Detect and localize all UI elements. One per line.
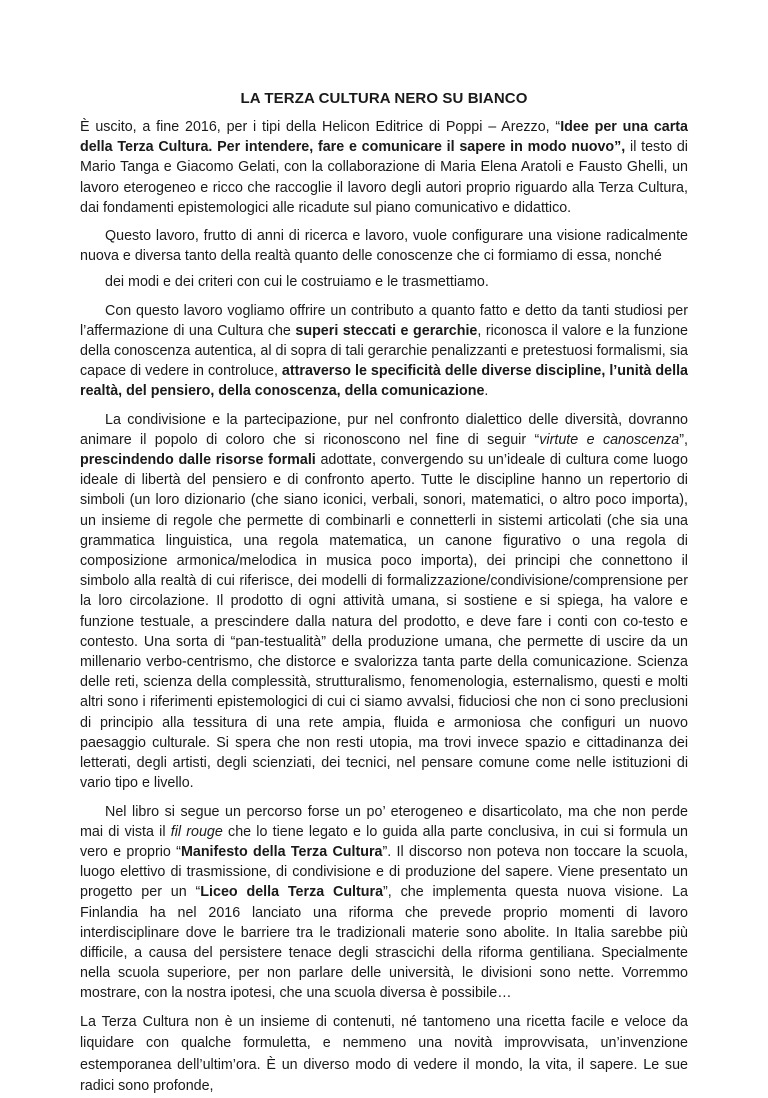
paragraph-sharing (80, 410, 688, 794)
contribution-text-a: Con questo lavoro vogliamo offrire un contributo a quanto fatto e detto da tanti studiosi per l’affermazione di una Cultura che (80, 302, 688, 339)
path-text-a: Nel libro si segue un percorso forse un po’ eterogeneo e disarticolato, ma che non perde mai di vista il (80, 803, 688, 840)
path-text-g: ”, che implementa questa nuova visione. La Finlandia ha nel 2016 lanciato una riforma che prevede proprio momenti di lavoro interdisciplinare dove le barriere tra le tradizionali materie sono abolite. In Italia sarebbe più difficile, a causa del persistere tenace degli strascichi della riforma gentiliana. Specialmente nella scuola superiore, per non parlare delle università, le divisioni sono nette. Vorremmo mostrare, con la nostra ipotesi, che una scuola diversa è possibile… (80, 884, 688, 1002)
sharing-text-a: La condivisione e la partecipazione, pur nel confronto dialettico delle diversità, dovranno animare il popolo di coloro che si riconoscono nel fine di seguir “ (80, 411, 688, 448)
path-bold-d: Manifesto della Terza Cultura (180, 843, 383, 860)
path-text-c: che lo tiene legato e lo guida alla parte conclusiva, in cui si formula un vero e proprio “ (80, 823, 688, 860)
paragraph-vision-continued: dei modi e dei criteri con cui le costruiamo e le trasmettiamo. (105, 274, 489, 291)
paragraph-intro (80, 117, 688, 218)
sharing-text-c: ”, (679, 431, 688, 448)
sharing-bold-d: prescindendo dalle risorse formali (80, 452, 316, 469)
sharing-text-e: adottate, convergendo su un’ideale di cultura come luogo ideale di libertà del pensiero e di confronto aperto. Tutte le discipline hanno un repertorio di simboli (un loro dizionario (che siano iconici, verbali, sonori, matematici, o altro poco importa), un insieme di regole che permette di combinarli e connetterli in sistemi articolati (che sia una grammatica linguistica, una regola matematica, un canone figurativo o una regola di composizione armonica/melodica in musica poco importa), dei principi che connettono il simbolo alla realtà di cui riferisce, dei modelli di formalizzazione/condivisione/comprensione per la loro circolazione. Il prodotto di ogni attività umana, si sostiene e si spiega, ha valore e funzione testuale, a prescindere dalla natura del prodotto, e deve fare i conti con co-testo e contesto. Una sorta di “pan-testualità” della produzione umana, che permette di uscire da un millenario verbo-centrismo, che distorce e svalorizza tanta parte della comunicazione. Scienza delle reti, scienza della complessità, strutturalismo, fenomenologia, esternalismo, questi e molti altri sono i riferimenti epistemologici di cui ci siamo avvalsi, fiduciosi che non ci sono preclusioni di principio alla tessitura di una rete ampia, fluida e armoniosa che configuri un nuovo paesaggio culturale. Si spera che non resti utopia, ma trovi invece spazio e cittadinanza dei letterati, degli artisti, degli scienziati, dei tecnici, nel pensare comune come nelle istituzioni di vario tipo e livello. (80, 452, 688, 792)
path-bold-f: Liceo della Terza Cultura (200, 884, 384, 901)
contribution-text-e: . (484, 383, 489, 400)
contribution-bold-b: superi steccati e gerarchie (295, 322, 478, 339)
paragraph-book-path (80, 802, 688, 1004)
intro-text-a: È uscito, a fine 2016, per i tipi della Helicon Editrice di Poppi – Arezzo, “ (80, 119, 561, 135)
path-text-e: ”. Il discorso non poteva non toccare la scuola, luogo elettivo di trasmissione, di condivisione e di produzione del sapere. Viene presentato un progetto per un “ (80, 843, 688, 901)
contribution-text-c: , riconosca il valore e la funzione della conoscenza autentica, al di sopra di tali gerarchie penalizzanti e pretestuosi formalismi, sia capace di vedere in controluce, (80, 322, 688, 380)
intro-text-c: il testo di Mario Tanga e Giacomo Gelati, con la collaborazione di Maria Elena Aratoli e Fausto Ghelli, un lavoro eterogeneo e ricco che raccoglie il lavoro degli autori proprio riguardo alla Terza Cultura, dai fondamenti epistemologici alle ricadute sul piano comunicativo e didattico. (80, 139, 688, 216)
contribution-bold-d: attraverso le specificità delle diverse discipline, l’unità della realtà, del pensiero, della conoscenza, della comunicazione (80, 363, 688, 400)
book-title: Idee per una carta della Terza Cultura. Per intendere, fare e comunicare il sapere in modo nuovo”, (80, 119, 688, 156)
document-title: LA TERZA CULTURA NERO SU BIANCO (240, 90, 528, 107)
path-italic-b: fil rouge (170, 823, 223, 840)
paragraph-contribution (80, 301, 688, 402)
paragraph-third-culture: La Terza Cultura non è un insieme di contenuti, né tantomeno una ricetta facile e veloce da liquidare con qualche formuletta, e nemmeno una novità improvvisata, un’invenzione estemporanea dell’ultim’ora. È un diverso modo di vedere il mondo, la vita, il sapere. Le sue radici sono profonde, (80, 1013, 688, 1095)
sharing-italic-b: virtute e canoscenza (539, 431, 680, 448)
paragraph-vision: Questo lavoro, frutto di anni di ricerca e lavoro, vuole configurare una visione radicalmente nuova e diversa tanto della realtà quanto delle conoscenze che ci formiamo di essa, nonché (80, 228, 688, 265)
